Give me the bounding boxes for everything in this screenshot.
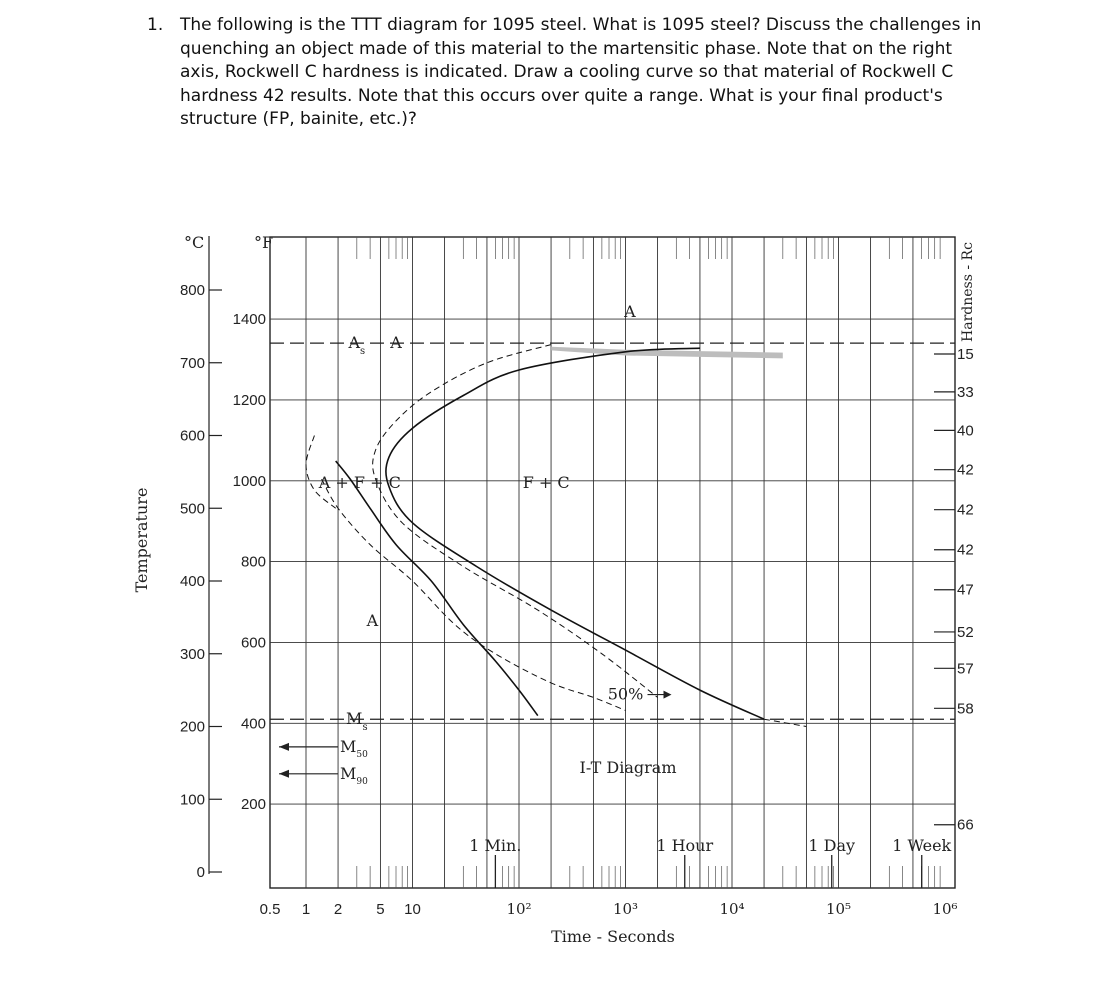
transformation-curve (322, 479, 626, 710)
celsius-tick-label: 700 (179, 354, 205, 372)
time-marker-label: 1 Day (808, 836, 856, 855)
fahrenheit-tick-label: 200 (240, 796, 266, 814)
martensite-label: $M_{50}$ (340, 736, 368, 760)
annotation-label: A + F + C (318, 472, 401, 492)
fahrenheit-tick-label: 1400 (232, 311, 266, 329)
y2-axis-label: Hardness - Rc (960, 242, 976, 342)
annotation-arrowhead (664, 691, 672, 699)
hardness-label: 47 (957, 581, 974, 599)
transformation-curve (336, 461, 538, 716)
question-text: The following is the TTT diagram for 1095 steel. What is 1095 steel? Discuss the challenges in quenching an object made of this material to the martensitic phase. Note that on the right axis, Rockwell C hardness is indicated. Draw a cooling curve so that material of Rockwell C hardness 42 results. Note that this occurs over quite a range. What is your final product's structure (FP, bainite, etc.)? (180, 15, 982, 129)
annotation-label: A (624, 301, 636, 321)
isotherm-label: $M_s$ (346, 709, 368, 733)
celsius-tick-label: 200 (179, 718, 205, 736)
hardness-label: 42 (957, 501, 974, 519)
celsius-unit: °C (184, 233, 205, 252)
hardness-label: 42 (957, 461, 974, 479)
celsius-tick-label: 800 (179, 282, 205, 299)
celsius-tick-label: 600 (179, 427, 205, 445)
fahrenheit-unit: °F (254, 233, 274, 252)
annotation-label: A (366, 611, 379, 631)
celsius-tick-label: 100 (179, 791, 205, 809)
fahrenheit-tick-label: 1000 (232, 472, 266, 490)
plot-frame (270, 237, 955, 888)
hardness-label: 58 (957, 700, 974, 718)
martensite-arrowhead (279, 770, 289, 778)
x-tick-label: 10 (404, 901, 421, 918)
hardness-label: 66 (957, 816, 974, 834)
x-tick-label: 10⁵ (825, 900, 852, 918)
hardness-label: 42 (957, 541, 974, 559)
annotation-label: F + C (522, 472, 570, 492)
x-tick-label: 0.5 (259, 901, 281, 918)
celsius-tick-label: 0 (196, 864, 205, 881)
isotherm-label: $A_s$ (348, 333, 366, 357)
time-marker-label: 1 Week (892, 836, 952, 855)
martensite-label: $M_{90}$ (340, 763, 368, 787)
x-tick-label: 5 (376, 901, 385, 918)
x-tick-label: 1 (301, 901, 311, 918)
x-axis-label: Time - Seconds (551, 927, 675, 946)
hardness-label: 33 (957, 383, 974, 401)
x-tick-label: 10⁴ (719, 900, 745, 918)
celsius-tick-label: 300 (179, 645, 205, 663)
time-marker-label: 1 Hour (656, 836, 714, 855)
hardness-label: 15 (957, 346, 974, 364)
hardness-label: 40 (957, 422, 974, 440)
time-marker-label: 1 Min. (469, 836, 522, 855)
celsius-tick-label: 500 (179, 500, 205, 518)
x-tick-label: 10⁶ (932, 900, 958, 918)
annotation-label: A (390, 333, 402, 353)
transformation-curve (386, 348, 764, 719)
chart-title: I-T Diagram (579, 758, 677, 777)
celsius-tick-label: 400 (179, 573, 205, 590)
x-tick-label: 10² (506, 900, 532, 918)
martensite-arrowhead (279, 743, 289, 751)
fahrenheit-tick-label: 1200 (232, 391, 266, 409)
question-number: 1. (147, 15, 164, 35)
annotation-label: 50% (607, 684, 644, 704)
fahrenheit-tick-label: 800 (240, 553, 266, 571)
y-axis-label: Temperature (132, 487, 151, 593)
fahrenheit-tick-label: 400 (240, 715, 266, 733)
x-tick-label: 2 (333, 901, 343, 918)
fahrenheit-tick-label: 600 (240, 634, 266, 652)
hardness-label: 52 (957, 623, 974, 641)
x-tick-label: 10³ (612, 900, 639, 918)
hardness-label: 57 (957, 660, 974, 678)
